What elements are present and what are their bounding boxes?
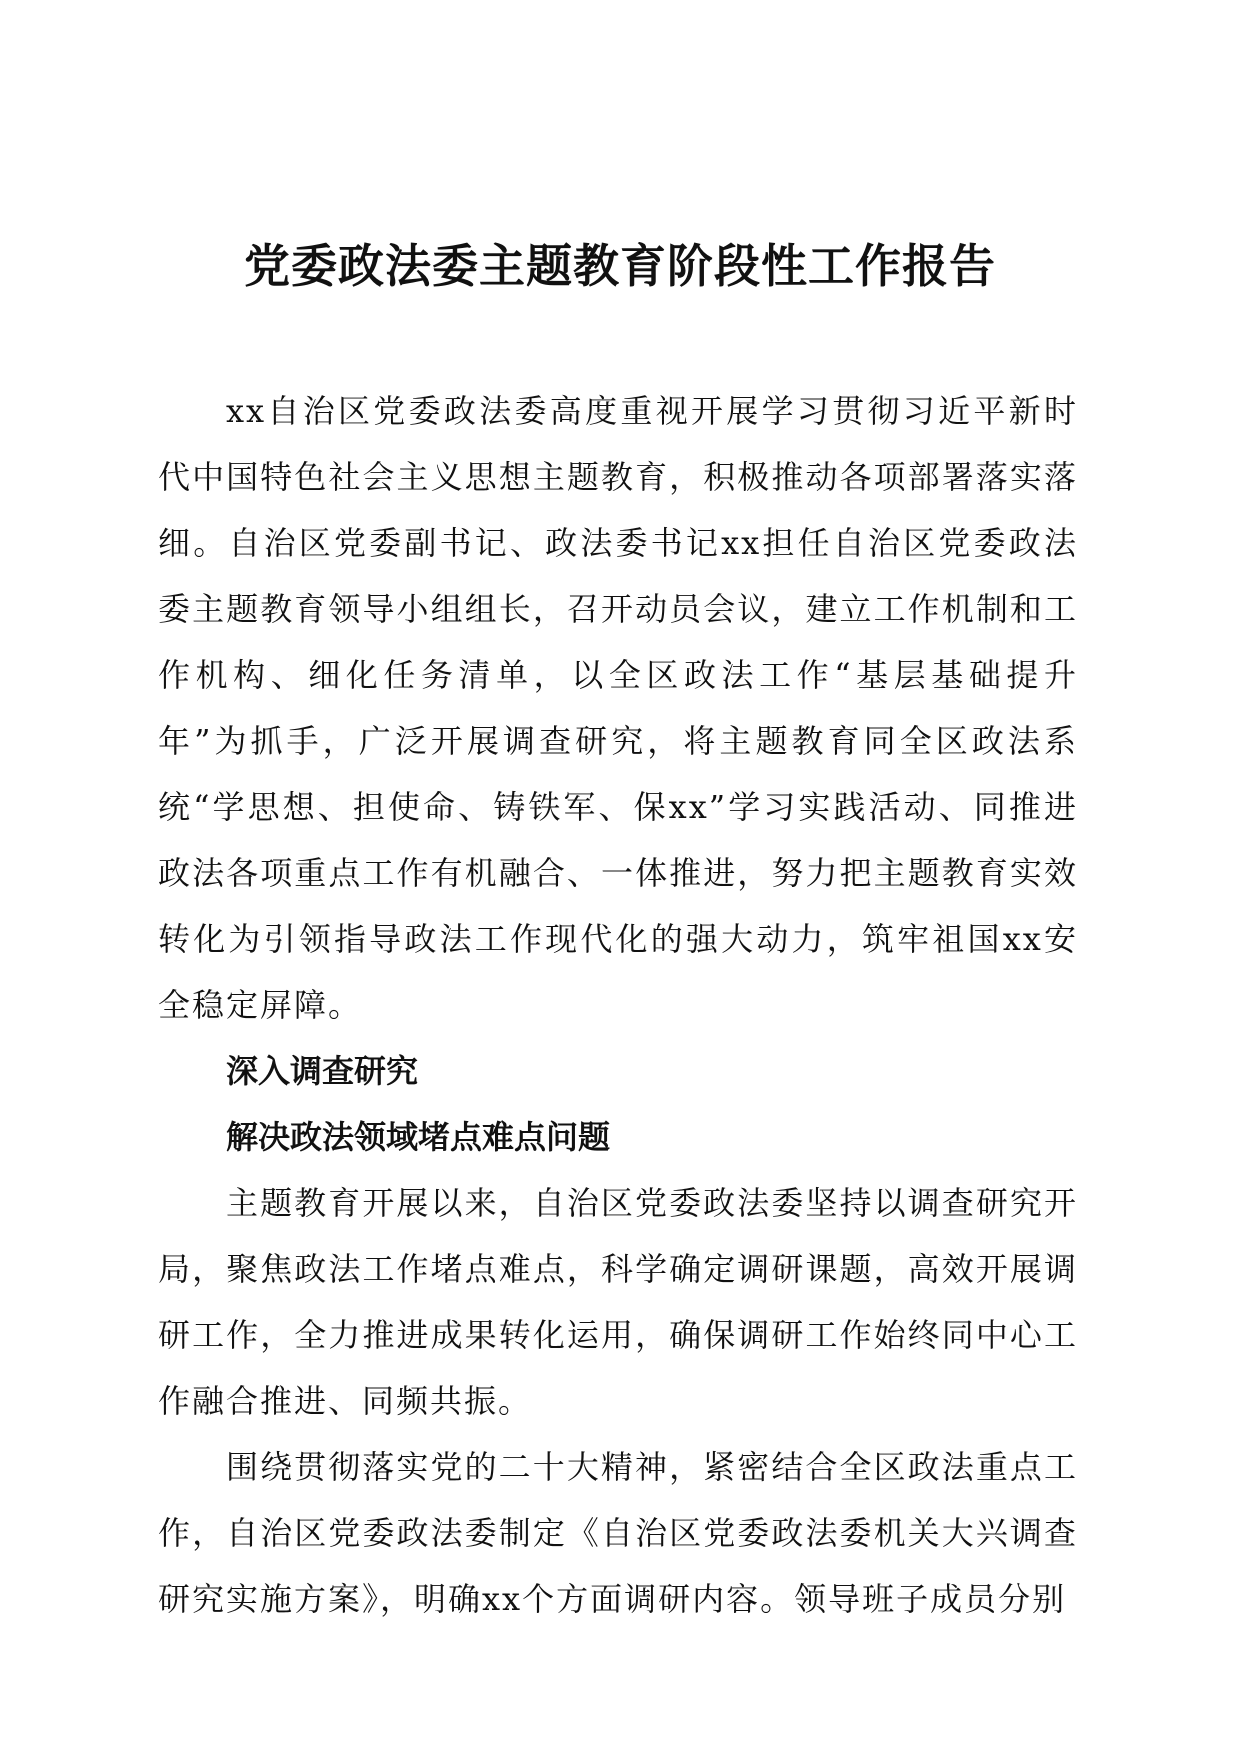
body-paragraph: 主题教育开展以来，自治区党委政法委坚持以调查研究开局，聚焦政法工作堵点难点，科学确定调研课题，高效开展调研工作，全力推进成果转化运用，确保调研工作始终同中心工作融合推进、同频共振。 (158, 1184, 1078, 1420)
document-body (158, 380, 1078, 1632)
body-paragraph: xx自治区党委政法委高度重视开展学习贯彻习近平新时代中国特色社会主义思想主题教育，积极推动各项部署落实落细。自治区党委副书记、政法委书记xx担任自治区党委政法委主题教育领导小组组长，召开动员会议，建立工作机制和工作机构、细化任务清单，以全区政法工作“基层基础提升年”为抓手，广泛开展调查研究，将主题教育同全区政法系统“学思想、担使命、铸铁军、保xx”学习实践活动、同推进政法各项重点工作有机融合、一体推进，努力把主题教育实效转化为引领指导政法工作现代化的强大动力，筑牢祖国xx安全稳定屏障。 (158, 392, 1078, 1024)
section-heading: 深入调查研究 (226, 1052, 419, 1090)
document-title: 党委政法委主题教育阶段性工作报告 (244, 239, 996, 293)
body-paragraph: 围绕贯彻落实党的二十大精神，紧密结合全区政法重点工作，自治区党委政法委制定《自治区党委政法委机关大兴调查研究实施方案》，明确xx个方面调研内容。领导班子成员分别 (158, 1448, 1078, 1618)
section-subheading: 解决政法领域堵点难点问题 (226, 1118, 611, 1156)
